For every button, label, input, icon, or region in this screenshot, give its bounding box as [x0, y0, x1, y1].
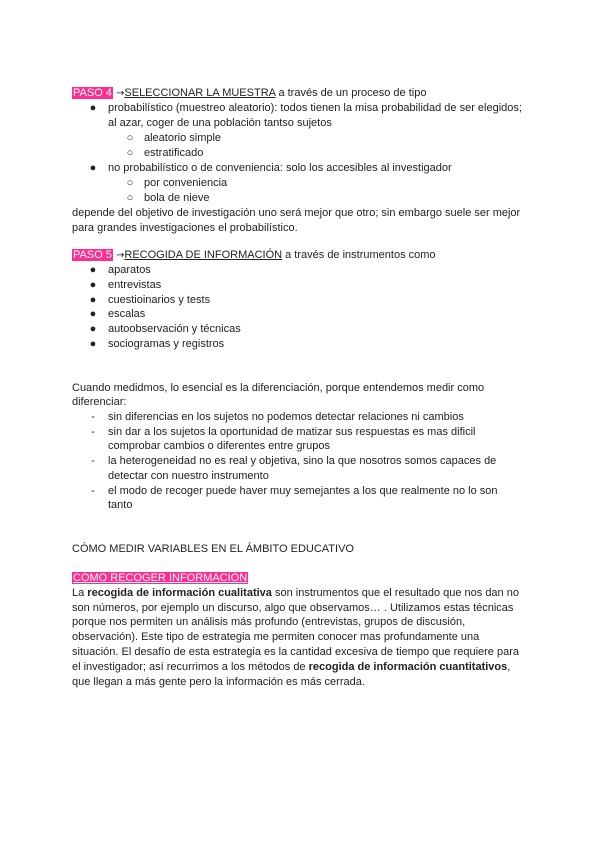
bullet-icon: ● [89, 264, 97, 276]
paso5-item: autoobservación y técnicas [108, 323, 241, 335]
dash-bullet: - [91, 426, 95, 438]
paso4-b2: no probabilístico o de conveniencia: solo los accesibles al investigador [108, 162, 452, 174]
arrow-icon: → [116, 88, 125, 99]
paso5-rest: a través de instrumentos como [282, 249, 436, 261]
paso5-heading [72, 248, 436, 264]
bullet-icon: ● [89, 162, 97, 174]
recoger-line7: que llegan a más gente pero la información es más cerrada. [72, 676, 365, 688]
bullet-icon: ● [89, 294, 97, 306]
bullet-icon: ● [89, 102, 97, 114]
medicion-d2-line1: sin dar a los sujetos la oportunidad de matizar sus respuestas es mas dificil [108, 426, 476, 438]
paso5-item: aparatos [108, 264, 151, 276]
recoger-line3: porque nos permiten un análisis más profundo (entrevistas, grupos de discusión, [72, 616, 466, 628]
paso5-item: cuestioinarios y tests [108, 294, 211, 306]
dash-bullet: - [91, 485, 95, 497]
hollow-bullet-icon: ○ [126, 177, 134, 189]
medicion-d4-line2: tanto [108, 499, 133, 511]
paso4-b2-sub2: bola de nieve [144, 192, 210, 204]
recoger-l6-bold: recogida de información cuantitativos [308, 661, 508, 673]
hollow-bullet-icon: ○ [126, 192, 134, 204]
recoger-line1 [72, 586, 519, 601]
paso4-para-line2: para grandes investigaciones el probabilístico. [72, 222, 298, 234]
paso4-tag: PASO 4 [73, 87, 112, 99]
bullet-icon: ● [89, 279, 97, 291]
paso4-b1-sub2: estratificado [144, 147, 204, 159]
recoger-line2: son números, por ejemplo un discurso, algo que observamos… . Utilizamos estas técnicas [72, 602, 514, 614]
paso4-b1-line2: al azar, coger de una población tantso sujetos [108, 117, 332, 129]
recoger-line5: situación. El desafío de esta estrategia es la cantidad excesiva de tiempo que requiere para [72, 646, 519, 658]
paso4-rest: a través de un proceso de tipo [275, 87, 427, 99]
paso5-item: sociogramas y registros [108, 338, 225, 350]
paso4-title: SELECCIONAR LA MUESTRA [124, 87, 276, 99]
recoger-l6-c: , [507, 661, 511, 673]
paso5-item: escalas [108, 308, 146, 320]
recoger-l1-bold: recogida de información cualitativa [87, 587, 272, 599]
paso4-b2-sub1: por conveniencia [144, 177, 228, 189]
recoger-heading [72, 571, 248, 586]
paso5-item: entrevistas [108, 279, 162, 291]
paso4-para-line1: depende del objetivo de investigación uno será mejor que otro; sin embargo suele ser mejor [72, 207, 521, 219]
section-heading: CÓMO MEDIR VARIABLES EN EL ÁMBITO EDUCATIVO [72, 543, 354, 555]
paso4-heading [72, 86, 426, 102]
bullet-icon: ● [89, 308, 97, 320]
medicion-d2-line2: comprobar cambios o diferentes entre grupos [108, 440, 330, 452]
dash-bullet: - [91, 411, 95, 423]
hollow-bullet-icon: ○ [126, 132, 134, 144]
dash-bullet: - [91, 455, 95, 467]
recoger-line4: observación). Este tipo de estrategia me permiten conocer mas profundamente una [72, 631, 480, 643]
paso4-b1-sub1: aleatorio simple [144, 132, 222, 144]
recoger-l1-a: La [72, 587, 88, 599]
bullet-icon: ● [89, 338, 97, 350]
recoger-tag: CÓMO RECOGER INFORMACIÓN [73, 572, 248, 584]
recoger-l6-a: el investigador; así recurrimos a los métodos de [72, 661, 309, 673]
medicion-d3-line2: detectar con nuestro instrumento [108, 470, 269, 482]
recoger-l1-c: son instrumentos que el resultado que nos dan no [271, 587, 519, 599]
medicion-d3-line1: la heterogeneidad no es real y objetiva, sino la que nosotros somos capaces de [108, 455, 497, 467]
paso5-tag: PASO 5 [73, 249, 112, 261]
recoger-line6 [72, 660, 510, 675]
medicion-intro-line2: diferenciar: [72, 396, 127, 408]
hollow-bullet-icon: ○ [126, 147, 134, 159]
paso5-title: RECOGIDA DE INFORMACIÓN [124, 249, 283, 261]
bullet-icon: ● [89, 323, 97, 335]
medicion-d4-line1: el modo de recoger puede haver muy semejantes a los que realmente no lo son [108, 485, 498, 497]
medicion-intro-line1: Cuando medidmos, lo esencial es la diferenciación, porque entendemos medir como [72, 382, 485, 394]
medicion-d1: sin diferencias en los sujetos no podemos detectar relaciones ni cambios [108, 411, 464, 423]
arrow-icon: → [116, 250, 125, 261]
paso4-b1-line1: probabilístico (muestreo aleatorio): todos tienen la misa probabilidad de ser elegidos; [108, 102, 522, 114]
